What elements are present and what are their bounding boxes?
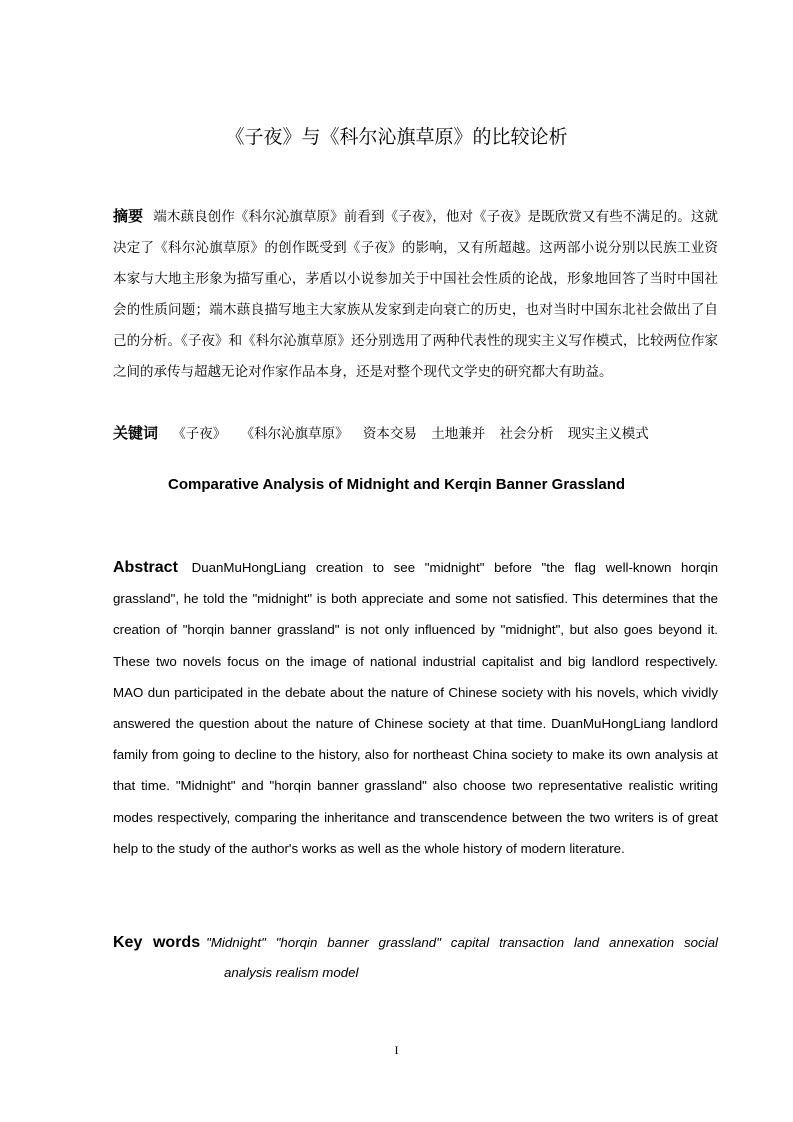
chinese-abstract	[113, 201, 718, 388]
english-keywords-label: Key words	[113, 934, 201, 951]
chinese-keywords	[113, 419, 718, 448]
chinese-keyword: 《子夜》	[172, 426, 227, 442]
english-abstract	[113, 552, 718, 864]
chinese-keyword: 《科尔沁旗草原》	[240, 426, 349, 442]
chinese-title: 《子夜》与《科尔沁旗草原》的比较论析	[225, 126, 568, 148]
english-title: Comparative Analysis of Midnight and Kerqin Banner Grassland	[167, 476, 626, 493]
english-keywords-text-1: "Midnight" "horqin banner grassland" capital transaction land annexation social	[206, 935, 718, 950]
english-abstract-text: DuanMuHongLiang creation to see "midnight" before "the flag well-known horqin grassland", he told the "midnight" is both appreciate and some not satisfied. This determines that the creation of "horqin banner grassland" is not only influenced by "midnight", but also goes beyond it. These two novels focus on the image of national industrial capitalist and big landlord respectively. MAO dun participated in the debate about the nature of Chinese society with his novels, which vividly answered the question about the nature of Chinese society at that time. DuanMuHongLiang landlord family from going to decline to the history, also for northeast China society to make its own analysis at that time. "Midnight" and "horqin banner grassland" also choose two representative realistic writing modes respectively, comparing the inheritance and transcendence between the two writers is of great help to the study of the author's works as well as the whole history of modern literature.	[113, 560, 718, 856]
chinese-keyword: 土地兼并	[431, 426, 486, 442]
chinese-abstract-label: 摘要	[113, 207, 144, 225]
page-number: I	[394, 1043, 399, 1057]
chinese-keyword: 现实主义模式	[567, 426, 649, 442]
chinese-abstract-text: 端木蕻良创作《科尔沁旗草原》前看到《子夜》，他对《子夜》是既欣赏又有些不满足的。这就决定了《科尔沁旗草原》的创作既受到《子夜》的影响，又有所超越。这两部小说分别以民族工业资本家与大地主形象为描写重心，茅盾以小说参加关于中国社会性质的论战，形象地回答了当时中国社会的性质问题；端木蕻良描写地主大家族从发家到走向衰亡的历史，也对当时中国东北社会做出了自己的分析。《子夜》和《科尔沁旗草原》还分别选用了两种代表性的现实主义写作模式，比较两位作家之间的承传与超越无论对作家作品本身，还是对整个现代文学史的研究都大有助益。	[113, 209, 718, 380]
chinese-keywords-label: 关键词	[113, 424, 159, 442]
chinese-keyword: 社会分析	[499, 426, 554, 442]
english-abstract-label: Abstract	[113, 559, 178, 576]
english-keywords-line-1	[113, 928, 718, 958]
chinese-keyword: 资本交易	[362, 426, 417, 442]
english-keywords-text-2: analysis realism model	[224, 965, 359, 980]
english-keywords	[113, 928, 718, 988]
